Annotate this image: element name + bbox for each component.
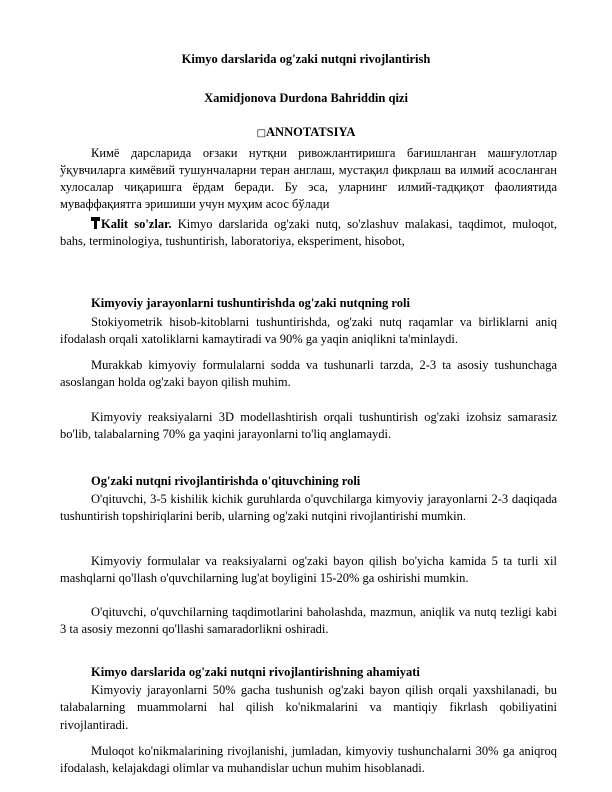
- keywords-paragraph: [60, 216, 557, 250]
- section-1-paragraph-3: Kimyoviy reaksiyalarni 3D modellashtirish orqali tushuntirish og'zaki izohsiz samarasiz bo'lib, talabalarning 70% ga yaqini jarayonlarni to'liq anglamaydi.: [60, 410, 557, 442]
- section-1-paragraph-1: Stokiyometrik hisob-kitoblarni tushuntirishda, og'zaki nutq raqamlar va birliklarni aniq ifodalash orqali xatoliklarni kamaytiradi va 90% ga yaqin aniqlikni ta'minlaydi.: [60, 315, 557, 347]
- section-3-paragraph-2: Muloqot ko'nikmalarining rivojlanishi, jumladan, kimyoviy tushunchalarni 30% ga aniqroq ifodalash, kelajakdagi olimlar va muhandislar uchun muhim hisoblanadi.: [60, 744, 557, 776]
- section-1-paragraph-2: Murakkab kimyoviy formulalarni sodda va tushunarli tarzda, 2-3 ta asosiy tushunchaga asoslangan holda og'zaki bayon qilish muhim.: [60, 358, 557, 390]
- section-heading-2: Og'zaki nutqni rivojlantirishda o'qituvchining roli: [91, 474, 361, 488]
- abstract-heading-text: ANNOTATSIYA: [266, 125, 356, 139]
- abstract-heading: [0, 125, 612, 140]
- section-heading-1: Kimyoviy jarayonlarni tushuntirishda og'zaki nutqning roli: [91, 296, 410, 310]
- section-3-paragraph-1: Kimyoviy jarayonlarni 50% gacha tushunish og'zaki bayon qilish orqali yaxshilanadi, bu talabalarning muammolarni hal qilish ko'nikmalarini va mantiqiy fikrlash qobiliyatini rivojlantiradi.: [60, 683, 557, 732]
- section-heading-3: Kimyo darslarida og'zaki nutqni rivojlantirishning ahamiyati: [91, 665, 420, 679]
- abstract-text: Кимё дарсларида оғзаки нутқни ривожлантиришга бағишланган машғулотлар ўқувчиларга кимёвий тушунчаларни теран англаш, мустақил фикрлаш ва илмий асосланган хулосалар чиқаришга ёрдам беради. Бу эса, уларнинг илмий-тадқиқот фаолиятида муваффақиятга эришиши учун муҳим асос бўлади: [60, 146, 557, 211]
- keywords-label: Kalit so'zlar.: [101, 217, 172, 231]
- author-name: Xamidjonova Durdona Bahriddin qizi: [204, 91, 408, 105]
- section-2-paragraph-2: Kimyoviy formulalar va reaksiyalarni og'zaki bayon qilish bo'yicha kamida 5 ta turli xil mashqlarni qo'llash o'quvchilarning lug'at boyligini 15-20% ga oshirishi mumkin.: [60, 554, 557, 586]
- pin-icon: [91, 217, 100, 229]
- keywords-text: Kimyo darslarida og'zaki nutq, so'zlashuv malakasi, taqdimot, muloqot, bahs, terminologiya, tushuntirish, laboratoriya, eksperiment, hisobot,: [60, 217, 558, 248]
- paper-title: Kimyo darslarida og'zaki nutqni rivojlantirish: [181, 52, 431, 66]
- section-2-paragraph-3: O'qituvchi, o'quvchilarning taqdimotlarini baholashda, mazmun, aniqlik va nutq tezligi kabi 3 ta asosiy mezonni qo'llashi samaradorlikni oshiradi.: [60, 605, 557, 637]
- section-2-paragraph-1: O'qituvchi, 3-5 kishilik kichik guruhlarda o'quvchilarga kimyoviy jarayonlarni 2-3 daqiqada tushuntirish topshiriqlarini berib, ularning og'zaki nutqini rivojlantirishi mumkin.: [60, 492, 557, 524]
- missing-glyph-icon: □: [256, 128, 267, 139]
